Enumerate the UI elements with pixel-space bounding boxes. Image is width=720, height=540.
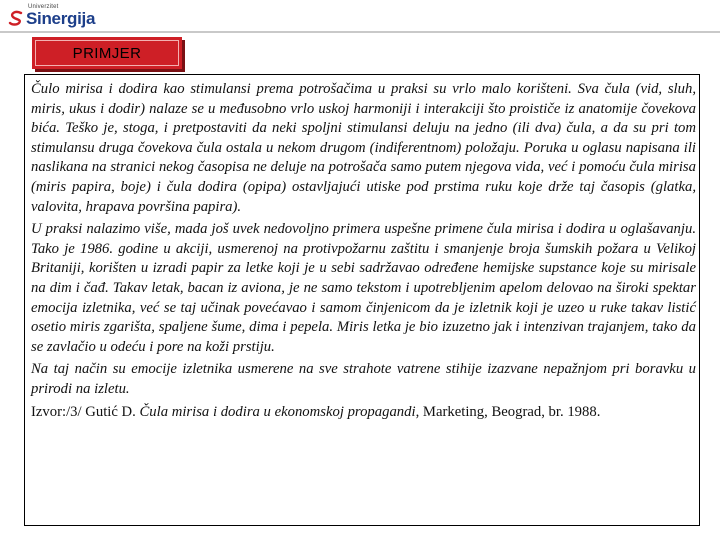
reference-prefix: Izvor:/3/ Gutić D. [31,403,140,420]
source-reference [31,403,696,423]
slide-title: PRIMJER [35,40,179,66]
header-divider [0,31,720,33]
text-box [24,74,700,526]
university-logo [8,4,96,30]
paragraph: Čulo mirisa i dodira kao stimulansi prema potrošačima u praksi su vrlo malo korišteni. Sva čula (vid, sluh, miris, ukus i dodir) nalaze se u međusobno vrlo uskoj harmoniji i interakciji što proističe iz anatomije čovekova bića. Teško je, stoga, i pretpostaviti da neki spoljni stimulansi deluju na jedno (ili dva) čula, a da su pri tom stimulansu druga čovekova čula ostala u nekom drugom (indiferentnom) položaju. Poruka u oglasu napisana ili naslikana na stranici nekog časopisa ne deluje na potrošača samo putem njegova vida, već i pomoću čula mirisa (miris papira, boje) i čula dodira (opipa) ostavljajući utiske pod prstima ruku koje drže taj časopis (glatka, valovita, hrapava površina papira). [31,81,696,215]
reference-suffix: , Marketing, Beograd, br. 1988. [415,403,601,420]
sinergija-logo-mark-icon [8,10,24,26]
title-box [32,37,182,69]
paragraph: U praksi nalazimo više, mada još uvek nedovoljno primera uspešne primene čula mirisa i dodira u oglašavanju. Tako je 1986. godine u akciji, usmerenoj na protivpožarnu zaštitu i smanjenje broja šumskih požara u Velikoj Britaniji, korišten u izradi papir za letke koji je u sebi sadržavao određene hemijske supstance koje su mirisale na dim i čađ. Takav letak, bacan iz aviona, je ne samo tekstom i upotrebljenim apelom delovao na široki spektar emocija izletnika, već se taj učinak povećavao i samom činjenicom da je izletnik koji je uzeo u ruke takav listić osetio miris zgarišta, spaljene šume, dima i pepela. Miris letka je bio izuzetno jak i intenzivan trajanjem, tako da se zavlačio u odeću i pore na koži prstiju. [31,221,696,355]
logo-wordmark: Sinergija [26,9,96,28]
paragraph: Na taj način su emocije izletnika usmerene na sve strahote vatrene stihije izazvane nepažnjom pri boravku u prirodi na izletu. [31,361,696,397]
reference-title: Čula mirisa i dodira u ekonomskoj propagandi [139,403,416,420]
logo-subtitle: Univerzitet [28,4,59,10]
